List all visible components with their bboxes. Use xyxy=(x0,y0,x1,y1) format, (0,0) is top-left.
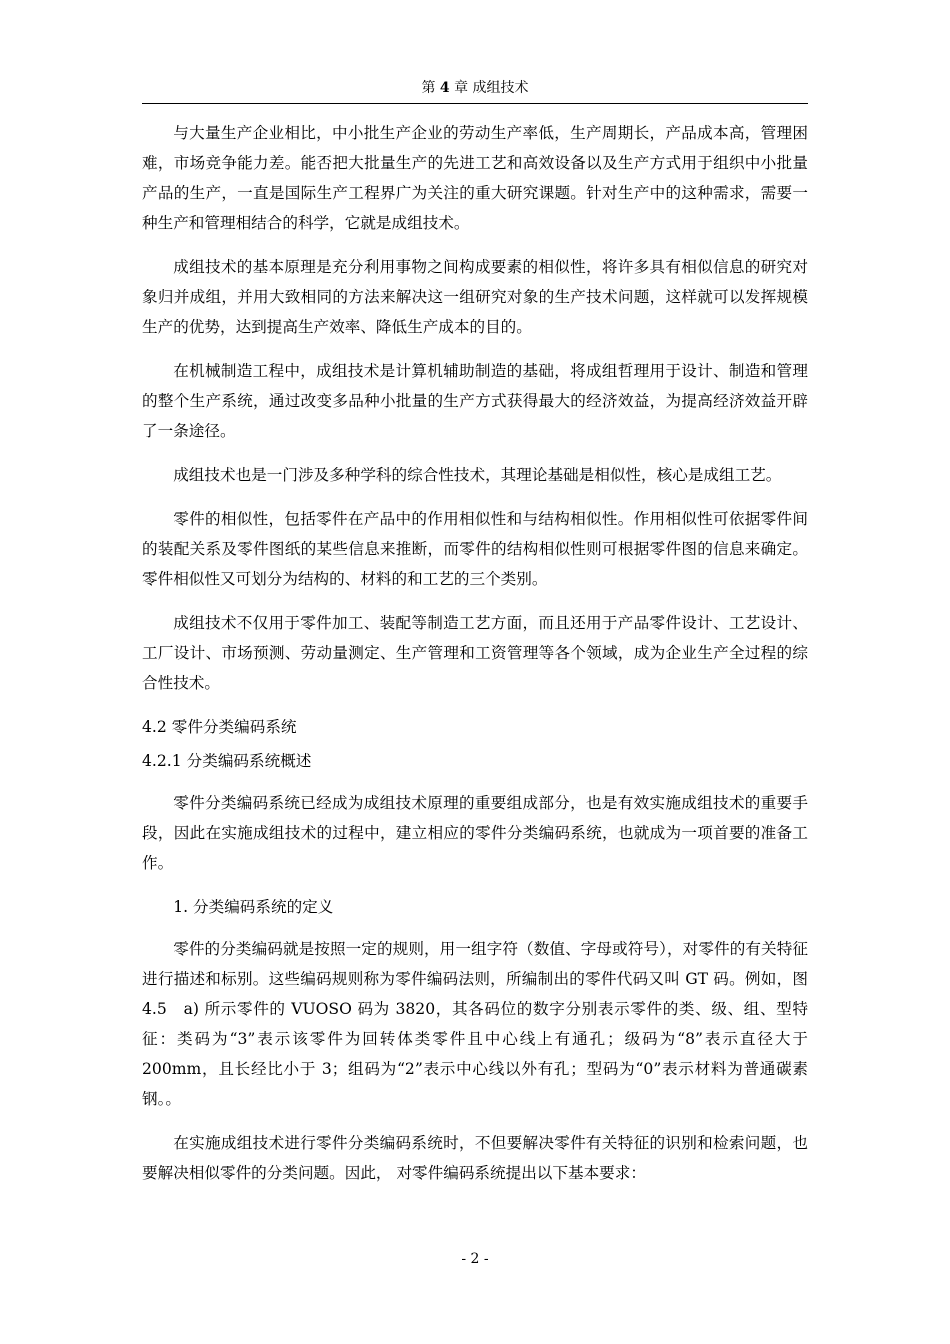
paragraph: 在实施成组技术进行零件分类编码系统时，不但要解决零件有关特征的识别和检索问题，也要解决相似零件的分类问题。因此， 对零件编码系统提出以下基本要求： xyxy=(142,1134,808,1182)
header-rule xyxy=(142,103,808,104)
paragraph: 成组技术也是一门涉及多种学科的综合性技术，其理论基础是相似性，核心是成组工艺。 xyxy=(173,466,782,484)
paragraph: 与大量生产企业相比，中小批生产企业的劳动生产率低，生产周期长，产品成本高，管理困难，市场竞争能力差。能否把大批量生产的先进工艺和高效设备以及生产方式用于组织中小批量产品的生产，一直是国际生产工程界广为关注的重大研究课题。针对生产中的这种需求，需要一种生产和管理相结合的科学，它就是成组技术。 xyxy=(142,124,808,232)
paragraph: 成组技术的基本原理是充分利用事物之间构成要素的相似性，将许多具有相似信息的研究对象归并成组，并用大致相同的方法来解决这一组研究对象的生产技术问题，这样就可以发挥规模生产的优势，达到提高生产效率、降低生产成本的目的。 xyxy=(142,258,808,336)
header-prefix: 第 xyxy=(421,80,436,96)
paragraph: 零件的分类编码就是按照一定的规则，用一组字符（数值、字母或符号），对零件的有关特征进行描述和标别。这些编码规则称为零件编码法则，所编制出的零件代码又叫 GT 码。例如，图 4.5 a) 所示零件的 VUOSO 码为 3820，其各码位的数字分别表示零件的类、级、组、型特征：类码为“3”表示该零件为回转体类零件且中心线上有通孔；级码为“8”表示直径大于 200mm，且长经比小于 3；组码为“2”表示中心线以外有孔；型码为“0”表示材料为普通碳素钢。。 xyxy=(142,940,808,1108)
header-chapter-title: 章 成组技术 xyxy=(454,80,529,96)
page-number: - 2 - xyxy=(461,1251,489,1267)
subsection-heading: 4.2.1 分类编码系统概述 xyxy=(142,752,312,770)
paragraph: 成组技术不仅用于零件加工、装配等制造工艺方面，而且还用于产品零件设计、工艺设计、工厂设计、市场预测、劳动量测定、生产管理和工资管理等各个领域，成为企业生产全过程的综合性技术。 xyxy=(142,614,808,692)
paragraph: 零件分类编码系统已经成为成组技术原理的重要组成部分，也是有效实施成组技术的重要手段，因此在实施成组技术的过程中，建立相应的零件分类编码系统，也就成为一项首要的准备工作。 xyxy=(142,794,808,872)
paragraph: 零件的相似性，包括零件在产品中的作用相似性和与结构相似性。作用相似性可依据零件间的装配关系及零件图纸的某些信息来推断，而零件的结构相似性则可根据零件图的信息来确定。零件相似性又可划分为结构的、材料的和工艺的三个类别。 xyxy=(142,510,808,588)
body-content xyxy=(142,118,808,1202)
running-header xyxy=(0,78,950,98)
section-heading: 4.2 零件分类编码系统 xyxy=(142,718,297,736)
header-chapter-number: 4 xyxy=(439,80,450,96)
numbered-item-heading: 1. 分类编码系统的定义 xyxy=(173,898,334,916)
paragraph: 在机械制造工程中，成组技术是计算机辅助制造的基础，将成组哲理用于设计、制造和管理的整个生产系统，通过改变多品种小批量的生产方式获得最大的经济效益，为提高经济效益开辟了一条途径。 xyxy=(142,362,808,440)
